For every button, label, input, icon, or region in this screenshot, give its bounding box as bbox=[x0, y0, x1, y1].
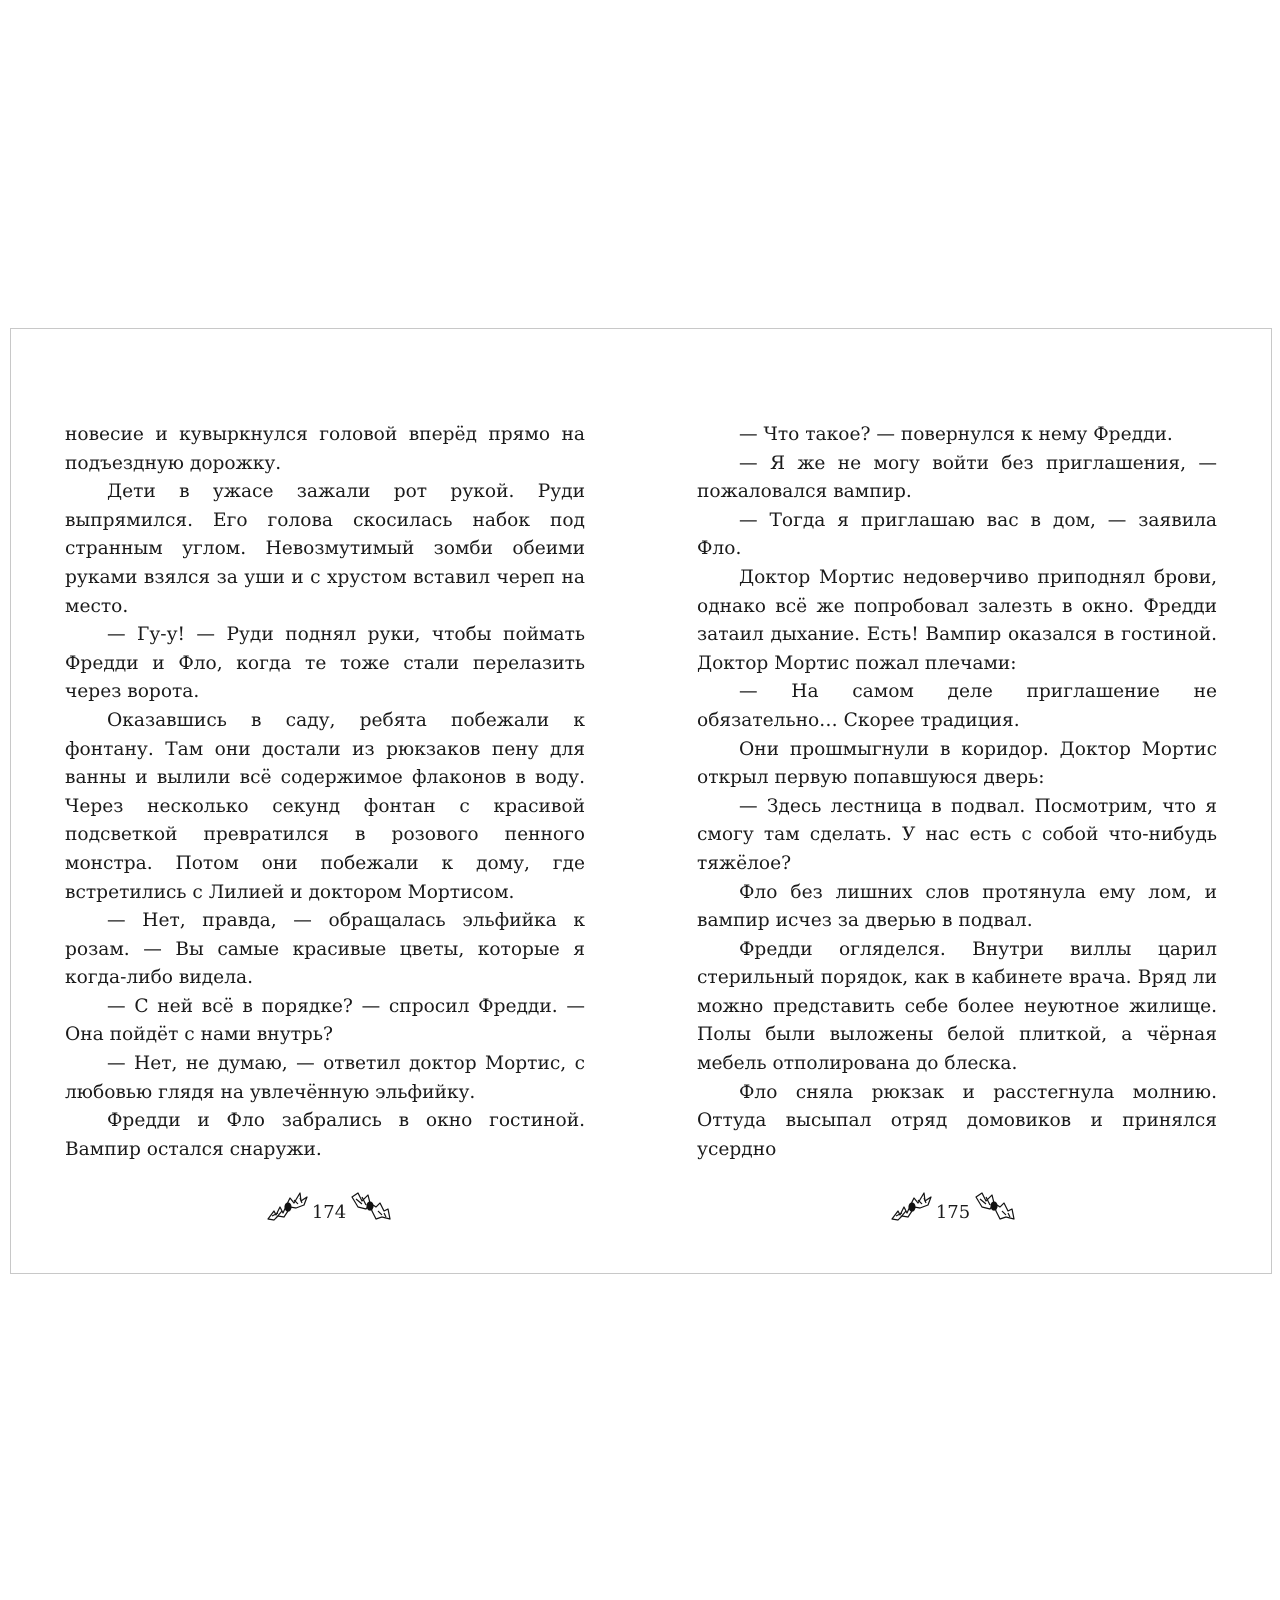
paragraph: — Гу-у! — Руди поднял руки, чтобы поймать Фредди и Фло, когда те тоже стали перелазить через ворота. bbox=[65, 624, 585, 703]
paragraph: — Я же не могу войти без приглашения, — пожаловался вампир. bbox=[697, 452, 1217, 503]
bat-icon bbox=[348, 1189, 392, 1225]
paragraph: — Нет, правда, — обращалась эльфийка к розам. — Вы самые красивые цветы, которые я когда-либо видела. bbox=[65, 910, 585, 989]
bat-icon bbox=[890, 1189, 934, 1225]
paragraph: Фредди и Фло забрались в окно гостиной. Вампир остался снаружи. bbox=[65, 1110, 585, 1160]
paragraph: Фредди огляделся. Внутри виллы царил стерильный порядок, как в кабинете врача. Вряд ли можно представить себе более неуютное жилище. Полы были выложены белой плиткой, а чёрная мебель отполирована до блеска. bbox=[697, 938, 1217, 1075]
paragraph: — Тогда я приглашаю вас в дом, — заявила Фло. bbox=[697, 509, 1217, 560]
bat-icon bbox=[266, 1189, 310, 1225]
page-number: 175 bbox=[935, 1201, 971, 1223]
paragraph: Доктор Мортис недоверчиво приподнял брови, однако всё же попробовал залезть в окно. Фредди затаил дыхание. Есть! Вампир оказался в гостиной. Доктор Мортис пожал плечами: bbox=[697, 566, 1217, 674]
page-number: 174 bbox=[311, 1201, 347, 1223]
left-page bbox=[65, 421, 585, 1164]
paragraph: — Нет, не думаю, — ответил доктор Мортис, с любовью глядя на увлечённую эльфийку. bbox=[65, 1053, 585, 1103]
page-number-left bbox=[259, 1187, 399, 1227]
bat-icon bbox=[972, 1189, 1016, 1225]
paragraph: — С ней всё в порядке? — спросил Фредди. — Она пойдёт с нами внутрь? bbox=[65, 995, 585, 1046]
right-page bbox=[697, 421, 1217, 1164]
paragraph: новесие и кувыркнулся головой вперёд прямо на подъездную дорожку. bbox=[65, 424, 585, 474]
paragraph: Дети в ужасе зажали рот рукой. Руди выпрямился. Его голова скосилась набок под странным углом. Невозмутимый зомби обеими руками взялся за уши и с хрустом вставил череп на место. bbox=[65, 481, 585, 617]
paragraph: Они прошмыгнули в коридор. Доктор Мортис открыл первую попавшуюся дверь: bbox=[697, 738, 1217, 789]
page-number-right bbox=[883, 1187, 1023, 1227]
paragraph: Оказавшись в саду, ребята побежали к фонтану. Там они достали из рюкзаков пену для ванны и вылили всё содержимое флаконов в воду. Через несколько секунд фонтан с красивой подсветкой превратился в розового пенного монстра. Потом они побежали к дому, где встретились с Лилией и доктором Мортисом. bbox=[65, 709, 585, 903]
book-spread bbox=[10, 328, 1272, 1274]
paragraph: Фло без лишних слов протянула ему лом, и вампир исчез за дверью в подвал. bbox=[697, 881, 1217, 932]
paragraph: — Что такое? — повернулся к нему Фредди. bbox=[739, 424, 1173, 445]
paragraph: — Здесь лестница в подвал. Посмотрим, что я смогу там сделать. У нас есть с собой что-нибудь тяжёлое? bbox=[697, 795, 1217, 874]
paragraph: Фло сняла рюкзак и расстегнула молнию. Оттуда высыпал отряд домовиков и принялся усердно bbox=[697, 1081, 1217, 1160]
paragraph: — На самом деле приглашение не обязательно… Скорее традиция. bbox=[697, 681, 1217, 731]
